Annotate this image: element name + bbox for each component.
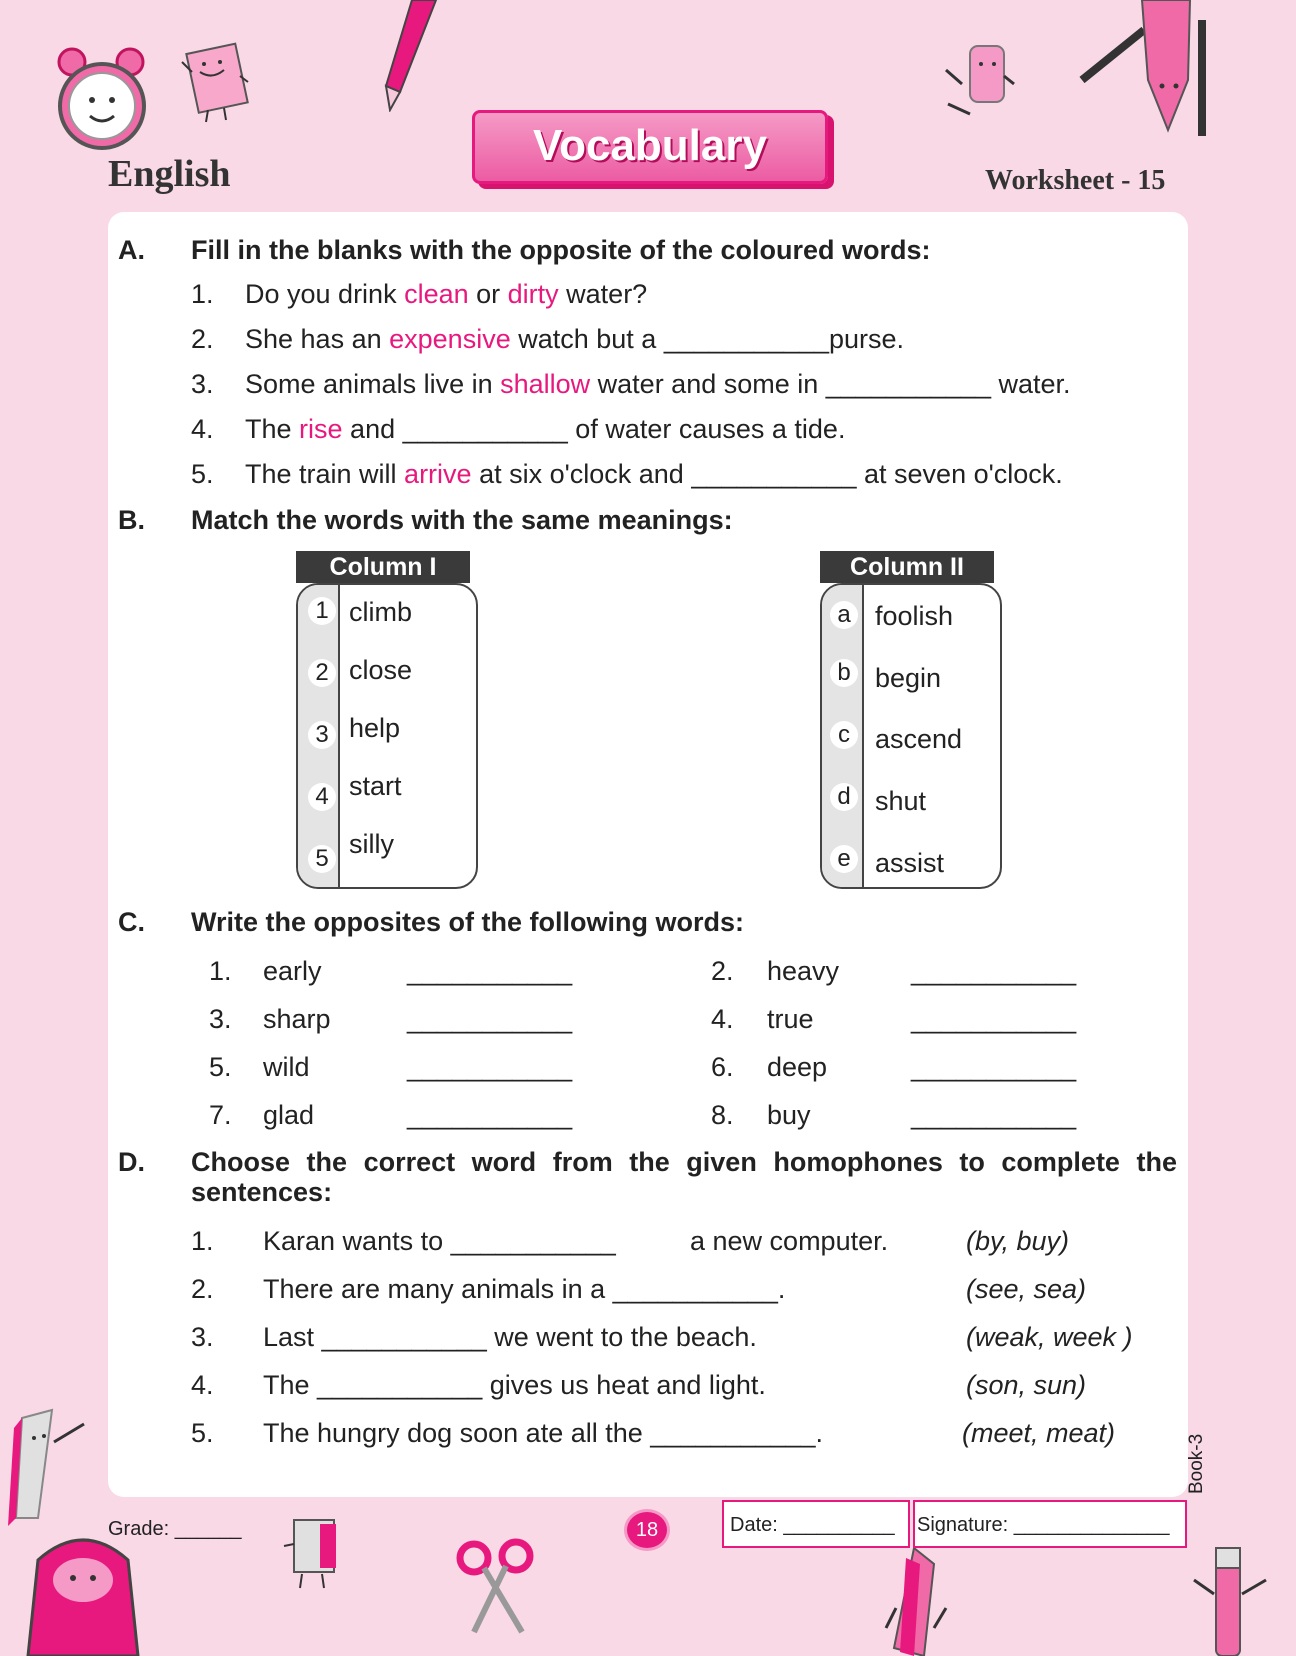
- column-1-key: 5: [308, 845, 336, 873]
- section-c-word: early: [263, 956, 322, 986]
- title-banner: [472, 110, 828, 184]
- homophone-options: (meet, meat): [962, 1418, 1116, 1448]
- section-c-num: 2.: [711, 956, 734, 986]
- section-c-word: glad: [263, 1100, 315, 1130]
- column-1-key: 2: [308, 659, 336, 687]
- page-number: 18: [627, 1512, 667, 1548]
- alarm-clock-icon: [52, 44, 152, 154]
- section-a-label: A.: [118, 235, 145, 265]
- column-2-key: b: [830, 659, 858, 687]
- answer-blank[interactable]: ___________: [407, 1052, 573, 1082]
- homophone-options: (weak, week ): [966, 1322, 1133, 1352]
- section-d-sentence: The ___________ gives us heat and light.: [263, 1370, 766, 1400]
- section-d-num: 2.: [191, 1274, 214, 1304]
- subject-title: English: [108, 153, 231, 195]
- homophone-options: (son, sun): [966, 1370, 1087, 1400]
- column-2-header: Column II: [820, 551, 994, 583]
- homophone-options: (see, sea): [966, 1274, 1087, 1304]
- section-d-num: 5.: [191, 1418, 214, 1448]
- section-d-sentence-end: a new computer.: [690, 1226, 889, 1256]
- pen-icon: [1190, 1540, 1270, 1656]
- section-d-num: 4.: [191, 1370, 214, 1400]
- answer-blank[interactable]: ___________: [911, 1004, 1077, 1034]
- column-1-key: 1: [308, 597, 336, 625]
- section-a-heading: Fill in the blanks with the opposite of the coloured words:: [191, 235, 931, 265]
- section-a-num: 5.: [191, 459, 214, 489]
- section-a-num: 4.: [191, 414, 214, 444]
- section-a-sentence: Do you drink clean or dirty water?: [245, 279, 648, 309]
- eraser-icon: [944, 40, 1024, 120]
- column-2-word: assist: [875, 848, 945, 878]
- section-d-heading-cont: sentences:: [191, 1177, 333, 1207]
- marker-icon: [884, 1548, 954, 1656]
- answer-blank[interactable]: ___________: [911, 956, 1077, 986]
- signature-box: [913, 1500, 1187, 1548]
- section-a-num: 3.: [191, 369, 214, 399]
- column-1-header: Column I: [296, 551, 470, 583]
- section-c-word: deep: [767, 1052, 828, 1082]
- section-d-num: 3.: [191, 1322, 214, 1352]
- section-a-sentence: She has an expensive watch but a ___________purse.: [245, 324, 905, 354]
- column-1-key: 3: [308, 721, 336, 749]
- column-1-key: 4: [308, 783, 336, 811]
- book-label: Book-3: [1186, 1433, 1207, 1494]
- section-d-sentence: The hungry dog soon ate all the ___________.: [263, 1418, 823, 1448]
- pencil-icon: [382, 0, 442, 112]
- crayon-icon: [1072, 0, 1212, 140]
- ruler-icon: [8, 1408, 98, 1528]
- section-c-num: 4.: [711, 1004, 734, 1034]
- sharpener-icon: [282, 1516, 352, 1590]
- answer-blank[interactable]: ___________: [911, 1100, 1077, 1130]
- grade-field[interactable]: Grade: ______: [108, 1518, 242, 1540]
- worksheet-number: Worksheet - 15: [985, 165, 1166, 196]
- section-d-num: 1.: [191, 1226, 214, 1256]
- section-c-word: heavy: [767, 956, 840, 986]
- section-a-sentence: Some animals live in shallow water and some in ___________ water.: [245, 369, 1071, 399]
- column-1-word: close: [349, 655, 413, 685]
- column-2-key: d: [830, 783, 858, 811]
- column-1-word: climb: [349, 597, 413, 627]
- section-c-num: 1.: [209, 956, 232, 986]
- section-a-sentence: The train will arrive at six o'clock and ___________ at seven o'clock.: [245, 459, 1063, 489]
- column-2-word: shut: [875, 786, 927, 816]
- section-c-label: C.: [118, 907, 145, 937]
- notepad-icon: [178, 42, 258, 124]
- section-a-num: 2.: [191, 324, 214, 354]
- section-d-label: D.: [118, 1147, 145, 1177]
- section-b-label: B.: [118, 505, 145, 535]
- section-d-sentence: Last ___________ we went to the beach.: [263, 1322, 757, 1352]
- section-a-sentence: The rise and ___________ of water causes a tide.: [245, 414, 846, 444]
- column-1-word: help: [349, 713, 401, 743]
- section-c-num: 5.: [209, 1052, 232, 1082]
- answer-blank[interactable]: ___________: [407, 1004, 573, 1034]
- date-box: [722, 1500, 910, 1548]
- section-d-heading: Choose the correct word from the given homophones to complete the: [191, 1147, 1177, 1177]
- answer-blank[interactable]: ___________: [407, 1100, 573, 1130]
- section-c-word: buy: [767, 1100, 811, 1130]
- scissors-icon: [456, 1536, 536, 1636]
- section-d-sentence: There are many animals in a ___________.: [263, 1274, 786, 1304]
- column-2-word: begin: [875, 663, 942, 693]
- answer-blank[interactable]: ___________: [911, 1052, 1077, 1082]
- section-a-num: 1.: [191, 279, 214, 309]
- section-c-num: 8.: [711, 1100, 734, 1130]
- date-field[interactable]: Date: __________: [730, 1514, 895, 1536]
- page-title: Vocabulary: [533, 121, 767, 170]
- signature-field[interactable]: Signature: ______________: [917, 1514, 1170, 1536]
- column-2-word: foolish: [875, 601, 954, 631]
- section-c-num: 7.: [209, 1100, 232, 1130]
- homophone-options: (by, buy): [966, 1226, 1070, 1256]
- column-2-word: ascend: [875, 724, 963, 754]
- section-d-sentence: Karan wants to ___________: [263, 1226, 616, 1256]
- section-b-heading: Match the words with the same meanings:: [191, 505, 733, 535]
- section-c-word: sharp: [263, 1004, 331, 1034]
- answer-blank[interactable]: ___________: [407, 956, 573, 986]
- section-c-word: wild: [263, 1052, 310, 1082]
- section-c-word: true: [767, 1004, 814, 1034]
- column-1-word: start: [349, 771, 402, 801]
- section-c-heading: Write the opposites of the following words:: [191, 907, 744, 937]
- column-1-word: silly: [349, 829, 394, 859]
- section-c-num: 3.: [209, 1004, 232, 1034]
- column-2-key: e: [830, 845, 858, 873]
- column-2-key: c: [830, 721, 858, 749]
- column-2-key: a: [830, 601, 858, 629]
- section-c-num: 6.: [711, 1052, 734, 1082]
